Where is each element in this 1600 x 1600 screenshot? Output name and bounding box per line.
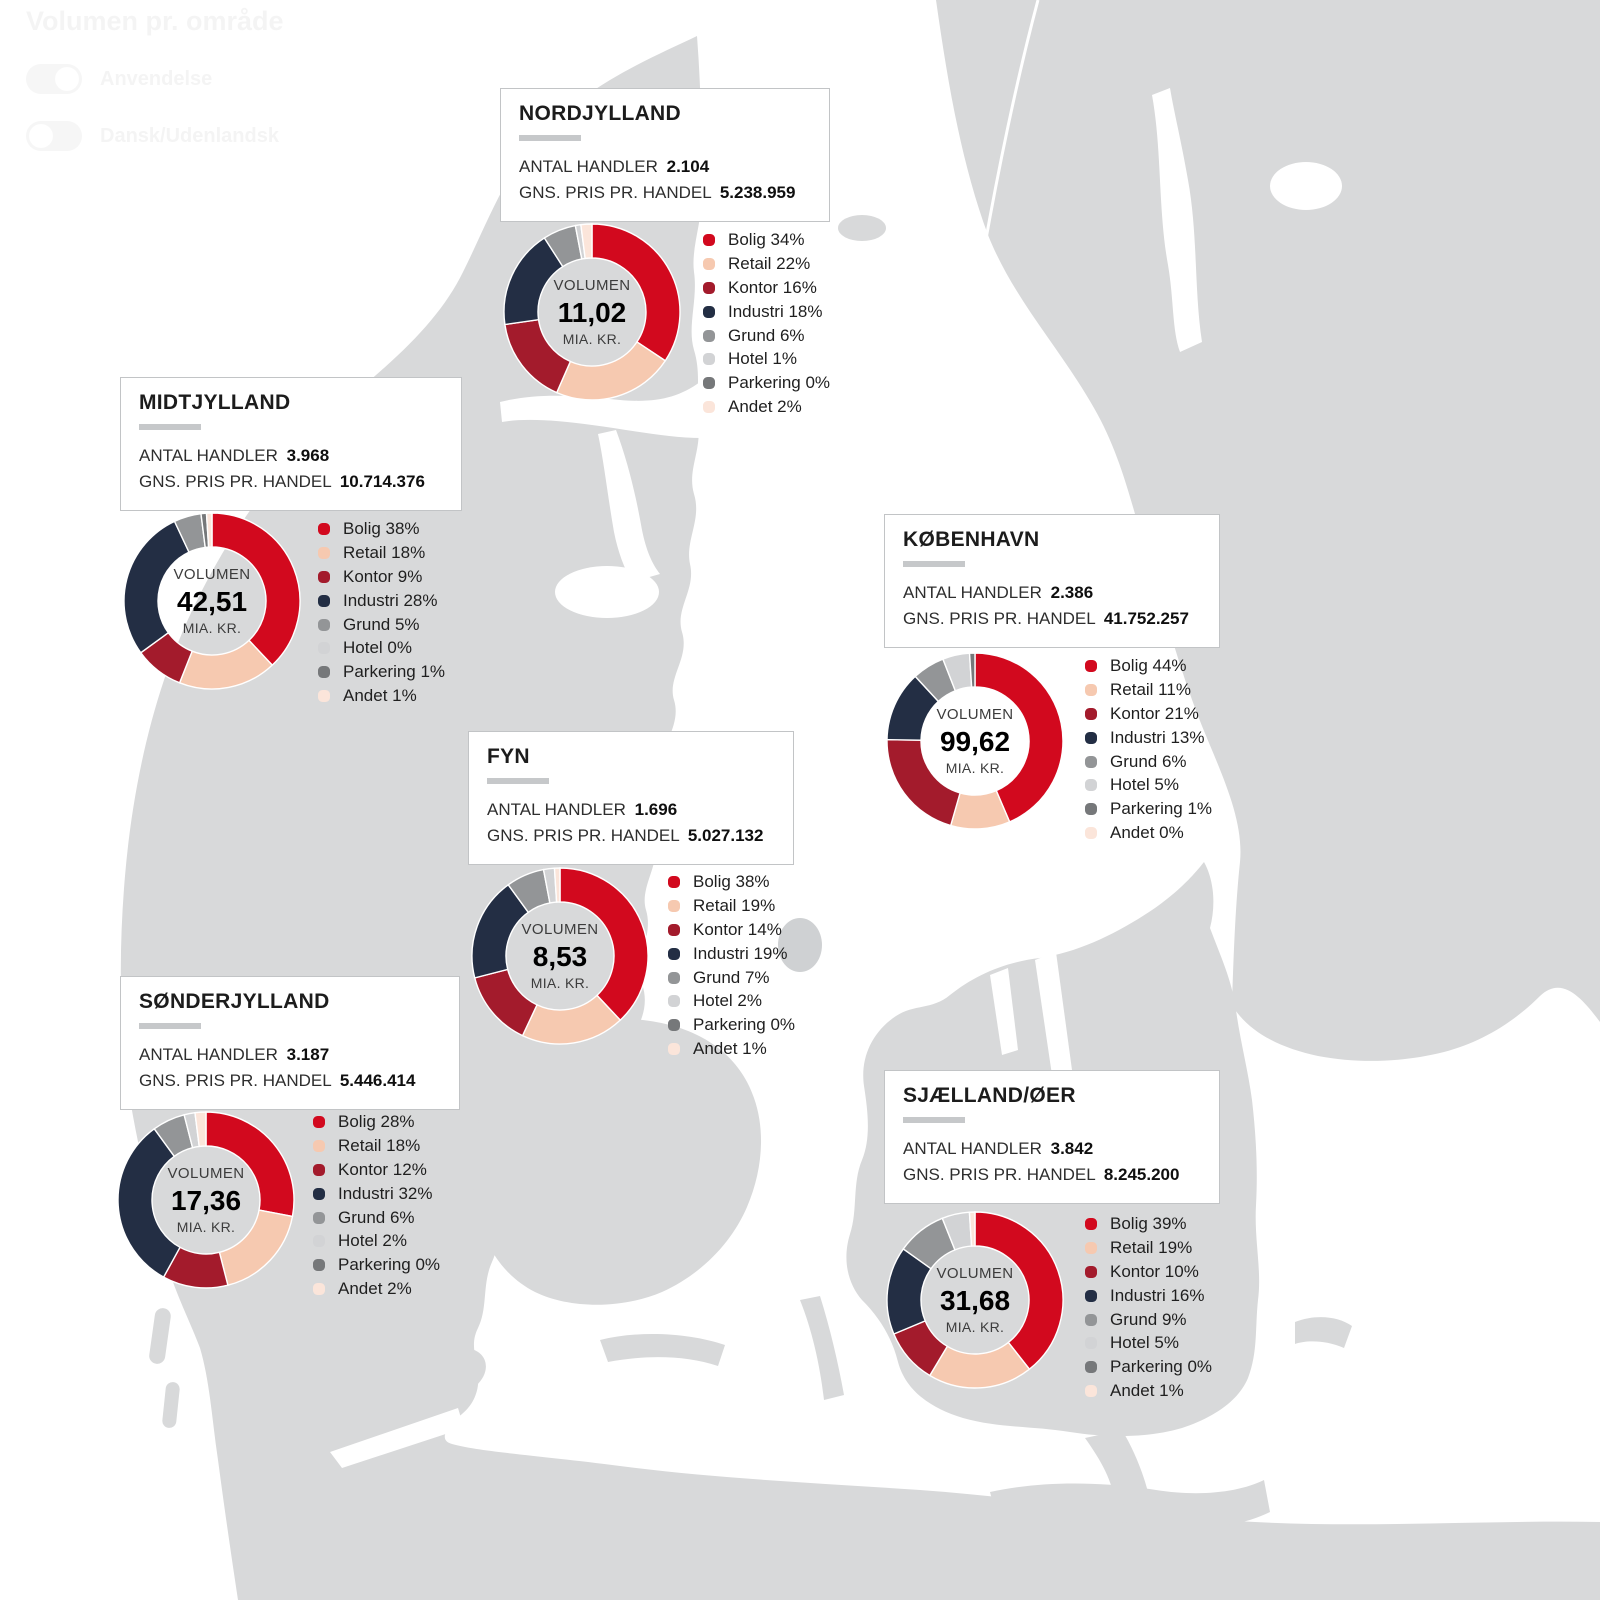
- donut-segment-bolig[interactable]: [206, 1112, 294, 1216]
- legend-label: Parkering 0%: [693, 1015, 796, 1035]
- legend-item-hotel[interactable]: [313, 1229, 440, 1253]
- legend-dot-icon: [1085, 1266, 1097, 1278]
- legend-dot-icon: [313, 1235, 325, 1247]
- map-lake: [1270, 162, 1342, 210]
- antal-handler-value: 2.104: [666, 157, 710, 176]
- legend-dot-icon: [318, 523, 330, 535]
- legend-label: Kontor 10%: [1110, 1261, 1199, 1281]
- legend-item-parkering[interactable]: [1085, 797, 1212, 821]
- legend-item-hotel[interactable]: [1085, 1331, 1212, 1355]
- volumen-label: VOLUMEN: [936, 1264, 1014, 1282]
- donut-chart: [500, 220, 684, 404]
- antal-handler-label: ANTAL HANDLER: [903, 1139, 1042, 1158]
- antal-handler-label: ANTAL HANDLER: [139, 1045, 278, 1064]
- gns-pris-line: [903, 1162, 1201, 1188]
- antal-handler-label: ANTAL HANDLER: [903, 583, 1042, 602]
- gns-pris-value: 41.752.257: [1103, 609, 1189, 628]
- donut-segment-kontor[interactable]: [505, 320, 570, 393]
- legend-item-kontor[interactable]: [1085, 1260, 1212, 1284]
- antal-handler-label: ANTAL HANDLER: [487, 800, 626, 819]
- legend-label: Industri 13%: [1110, 727, 1205, 747]
- legend-item-bolig[interactable]: [318, 517, 445, 541]
- legend-label: Kontor 9%: [343, 566, 423, 586]
- volumen-value: 99,62: [939, 725, 1011, 757]
- gns-pris-label: GNS. PRIS PR. HANDEL: [487, 826, 680, 845]
- map-island: [162, 1381, 181, 1428]
- legend-label: Bolig 34%: [728, 229, 805, 249]
- legend-item-hotel[interactable]: [703, 347, 830, 371]
- legend-item-industri[interactable]: [313, 1182, 440, 1206]
- legend-dot-icon: [318, 619, 330, 631]
- map-limfjord-broad: [555, 566, 659, 618]
- legend-dot-icon: [313, 1164, 325, 1176]
- donut-legend: [318, 517, 445, 708]
- legend-dot-icon: [1085, 1290, 1097, 1302]
- legend-label: Kontor 14%: [693, 919, 782, 939]
- legend-item-industri[interactable]: [668, 942, 795, 966]
- title-underline: [139, 424, 201, 430]
- map-langeland: [800, 1296, 844, 1400]
- region-title: FYN: [487, 745, 530, 768]
- legend-item-kontor[interactable]: [703, 276, 830, 300]
- legend-item-andet[interactable]: [313, 1277, 440, 1301]
- legend-dot-icon: [1085, 779, 1097, 791]
- gns-pris-label: GNS. PRIS PR. HANDEL: [903, 1165, 1096, 1184]
- volumen-value: 42,51: [176, 585, 248, 617]
- legend-label: Industri 28%: [343, 590, 438, 610]
- region-info-box: [884, 1070, 1220, 1204]
- legend-dot-icon: [1085, 732, 1097, 744]
- donut-segment-bolig[interactable]: [592, 224, 680, 361]
- legend-label: Retail 11%: [1110, 679, 1191, 699]
- legend-dot-icon: [668, 900, 680, 912]
- region-info-box: [500, 88, 830, 222]
- antal-handler-line: [139, 443, 443, 469]
- volumen-value: 17,36: [170, 1184, 242, 1216]
- legend-label: Retail 18%: [343, 542, 426, 562]
- legend-dot-icon: [1085, 660, 1097, 672]
- antal-handler-label: ANTAL HANDLER: [519, 157, 658, 176]
- toggle-label: Anvendelse: [100, 67, 213, 90]
- legend-dot-icon: [668, 972, 680, 984]
- mia-kr-label: MIA. KR.: [945, 1319, 1005, 1336]
- legend-dot-icon: [703, 234, 715, 246]
- toggle-row-dansk-udenlandsk[interactable]: [26, 121, 284, 151]
- legend-dot-icon: [703, 377, 715, 389]
- legend-label: Hotel 2%: [693, 991, 762, 1011]
- legend-dot-icon: [318, 571, 330, 583]
- donut-chart: [468, 864, 652, 1048]
- antal-handler-value: 2.386: [1050, 583, 1094, 602]
- legend-item-retail[interactable]: [1085, 1236, 1212, 1260]
- legend-dot-icon: [1085, 1385, 1097, 1397]
- legend-item-hotel[interactable]: [318, 636, 445, 660]
- donut-chart: [883, 1208, 1067, 1392]
- legend-dot-icon: [668, 995, 680, 1007]
- antal-handler-line: [519, 154, 811, 180]
- gns-pris-line: [519, 180, 811, 206]
- legend-label: Retail 19%: [1110, 1237, 1193, 1257]
- volumen-value: 8,53: [532, 940, 588, 972]
- legend-label: Bolig 38%: [343, 518, 420, 538]
- legend-label: Andet 1%: [693, 1039, 767, 1059]
- mia-kr-label: MIA. KR.: [945, 760, 1005, 777]
- donut-chart: [120, 509, 304, 693]
- legend-label: Industri 16%: [1110, 1285, 1205, 1305]
- legend-label: Kontor 12%: [338, 1159, 427, 1179]
- legend-label: Parkering 0%: [728, 373, 831, 393]
- legend-label: Hotel 2%: [338, 1231, 407, 1251]
- legend-dot-icon: [703, 282, 715, 294]
- region-title: MIDTJYLLAND: [139, 391, 291, 414]
- legend-label: Parkering 0%: [338, 1255, 441, 1275]
- legend-item-parkering[interactable]: [318, 660, 445, 684]
- donut-legend: [1085, 654, 1212, 845]
- region-title: NORDJYLLAND: [519, 102, 681, 125]
- antal-handler-line: [139, 1042, 441, 1068]
- region-title: KØBENHAVN: [903, 528, 1040, 551]
- toggle-row-anvendelse[interactable]: [26, 64, 284, 94]
- map-fyn: [473, 1018, 761, 1305]
- legend-label: Grund 6%: [1110, 751, 1187, 771]
- legend-dot-icon: [1085, 1361, 1097, 1373]
- region-info-box: [120, 377, 462, 511]
- legend-label: Hotel 1%: [728, 349, 797, 369]
- legend-dot-icon: [313, 1188, 325, 1200]
- antal-handler-value: 3.842: [1050, 1139, 1094, 1158]
- legend-label: Kontor 21%: [1110, 703, 1199, 723]
- mia-kr-label: MIA. KR.: [530, 975, 590, 992]
- antal-handler-line: [903, 1136, 1201, 1162]
- region-title: SØNDERJYLLAND: [139, 990, 330, 1013]
- map-island: [148, 1307, 172, 1365]
- legend-dot-icon: [318, 666, 330, 678]
- gns-pris-label: GNS. PRIS PR. HANDEL: [519, 183, 712, 202]
- legend-item-bolig[interactable]: [1085, 1212, 1212, 1236]
- mia-kr-label: MIA. KR.: [562, 331, 622, 348]
- volumen-label: VOLUMEN: [173, 565, 251, 583]
- gns-pris-label: GNS. PRIS PR. HANDEL: [139, 472, 332, 491]
- legend-item-parkering[interactable]: [668, 1013, 795, 1037]
- gns-pris-value: 5.238.959: [719, 183, 796, 202]
- region-info-box: [120, 976, 460, 1110]
- donut-segment-kontor[interactable]: [887, 740, 960, 826]
- legend-dot-icon: [668, 876, 680, 888]
- legend-label: Andet 1%: [343, 686, 417, 706]
- legend-dot-icon: [1085, 1314, 1097, 1326]
- legend-dot-icon: [1085, 803, 1097, 815]
- legend-item-andet[interactable]: [703, 395, 830, 419]
- title-underline: [903, 1117, 965, 1123]
- legend-dot-icon: [668, 1019, 680, 1031]
- legend-label: Industri 19%: [693, 943, 788, 963]
- gns-pris-value: 10.714.376: [339, 472, 425, 491]
- legend-item-retail[interactable]: [318, 541, 445, 565]
- antal-handler-label: ANTAL HANDLER: [139, 446, 278, 465]
- legend-label: Hotel 5%: [1110, 1333, 1179, 1353]
- legend-label: Industri 18%: [728, 301, 823, 321]
- donut-chart: [883, 649, 1067, 833]
- legend-label: Bolig 38%: [693, 871, 770, 891]
- legend-label: Parkering 1%: [1110, 799, 1213, 819]
- legend-label: Andet 2%: [728, 397, 802, 417]
- mia-kr-label: MIA. KR.: [182, 620, 242, 637]
- donut-legend: [668, 870, 795, 1061]
- legend-label: Retail 18%: [338, 1135, 421, 1155]
- donut-segment-bolig[interactable]: [560, 868, 648, 1020]
- legend-item-kontor[interactable]: [318, 565, 445, 589]
- legend-item-grund[interactable]: [1085, 750, 1212, 774]
- legend-dot-icon: [668, 948, 680, 960]
- legend-label: Kontor 16%: [728, 277, 817, 297]
- legend-label: Grund 5%: [343, 614, 420, 634]
- antal-handler-value: 3.968: [286, 446, 330, 465]
- legend-item-retail[interactable]: [703, 252, 830, 276]
- legend-item-parkering[interactable]: [313, 1253, 440, 1277]
- legend-label: Bolig 44%: [1110, 655, 1187, 675]
- legend-dot-icon: [313, 1283, 325, 1295]
- region-info-box: [468, 731, 794, 865]
- legend-item-kontor[interactable]: [313, 1158, 440, 1182]
- gns-pris-line: [139, 1068, 441, 1094]
- legend-item-andet[interactable]: [318, 684, 445, 708]
- donut-chart: [114, 1108, 298, 1292]
- legend-dot-icon: [1085, 827, 1097, 839]
- legend-dot-icon: [318, 690, 330, 702]
- legend-item-industri[interactable]: [1085, 1284, 1212, 1308]
- legend-label: Bolig 28%: [338, 1111, 415, 1131]
- legend-label: Grund 9%: [1110, 1309, 1187, 1329]
- toggle-label: Dansk/Udenlandsk: [100, 124, 279, 147]
- gns-pris-label: GNS. PRIS PR. HANDEL: [903, 609, 1096, 628]
- volumen-label: VOLUMEN: [521, 920, 599, 938]
- legend-dot-icon: [1085, 1242, 1097, 1254]
- legend-label: Andet 1%: [1110, 1381, 1184, 1401]
- legend-dot-icon: [1085, 708, 1097, 720]
- legend-label: Hotel 5%: [1110, 775, 1179, 795]
- legend-item-industri[interactable]: [318, 589, 445, 613]
- legend-item-grund[interactable]: [313, 1206, 440, 1230]
- volumen-value: 31,68: [939, 1284, 1011, 1316]
- legend-dot-icon: [703, 306, 715, 318]
- legend-dot-icon: [703, 258, 715, 270]
- antal-handler-line: [903, 580, 1201, 606]
- gns-pris-line: [903, 606, 1201, 632]
- legend-item-bolig[interactable]: [313, 1110, 440, 1134]
- map-aeroe: [600, 1334, 725, 1366]
- donut-segment-retail[interactable]: [219, 1210, 292, 1285]
- legend-label: Parkering 0%: [1110, 1357, 1213, 1377]
- title-underline: [519, 135, 581, 141]
- legend-item-retail[interactable]: [668, 894, 795, 918]
- legend-item-grund[interactable]: [668, 966, 795, 990]
- donut-legend: [313, 1110, 440, 1301]
- toggle-on-icon[interactable]: [26, 64, 82, 94]
- legend-item-bolig[interactable]: [668, 870, 795, 894]
- legend-item-parkering[interactable]: [703, 371, 830, 395]
- legend-dot-icon: [668, 1043, 680, 1055]
- volumen-label: VOLUMEN: [167, 1164, 245, 1182]
- gns-pris-value: 5.446.414: [339, 1071, 416, 1090]
- donut-segment-industri[interactable]: [124, 521, 189, 652]
- title-underline: [487, 778, 549, 784]
- legend-item-andet[interactable]: [668, 1037, 795, 1061]
- gns-pris-label: GNS. PRIS PR. HANDEL: [139, 1071, 332, 1090]
- mia-kr-label: MIA. KR.: [176, 1219, 236, 1236]
- legend-label: Retail 19%: [693, 895, 776, 915]
- gns-pris-value: 5.027.132: [687, 826, 764, 845]
- legend-label: Grund 6%: [338, 1207, 415, 1227]
- region-info-box: [884, 514, 1220, 648]
- legend-item-grund[interactable]: [1085, 1308, 1212, 1332]
- map-moen: [1295, 1317, 1352, 1348]
- legend-item-andet[interactable]: [1085, 821, 1212, 845]
- legend-dot-icon: [703, 401, 715, 413]
- legend-item-hotel[interactable]: [1085, 773, 1212, 797]
- legend-dot-icon: [1085, 684, 1097, 696]
- legend-item-kontor[interactable]: [668, 918, 795, 942]
- donut-legend: [1085, 1212, 1212, 1403]
- legend-dot-icon: [703, 353, 715, 365]
- legend-label: Hotel 0%: [343, 638, 412, 658]
- legend-dot-icon: [313, 1259, 325, 1271]
- legend-item-bolig[interactable]: [1085, 654, 1212, 678]
- legend-item-industri[interactable]: [1085, 726, 1212, 750]
- legend-label: Bolig 39%: [1110, 1213, 1187, 1233]
- legend-dot-icon: [318, 547, 330, 559]
- legend-item-grund[interactable]: [703, 324, 830, 348]
- legend-dot-icon: [1085, 1337, 1097, 1349]
- map-laesoe: [838, 215, 886, 241]
- donut-segment-retail[interactable]: [557, 342, 666, 400]
- legend-dot-icon: [1085, 756, 1097, 768]
- filter-panel: [26, 6, 284, 151]
- legend-item-retail[interactable]: [313, 1134, 440, 1158]
- toggle-off-icon[interactable]: [26, 121, 82, 151]
- toggle-knob-icon: [29, 124, 53, 148]
- legend-item-retail[interactable]: [1085, 678, 1212, 702]
- gns-pris-line: [139, 469, 443, 495]
- legend-dot-icon: [313, 1140, 325, 1152]
- donut-legend: [703, 228, 830, 419]
- antal-handler-value: 1.696: [634, 800, 678, 819]
- legend-item-hotel[interactable]: [668, 989, 795, 1013]
- volumen-value: 11,02: [557, 296, 627, 328]
- legend-label: Parkering 1%: [343, 662, 446, 682]
- legend-dot-icon: [313, 1212, 325, 1224]
- legend-item-parkering[interactable]: [1085, 1355, 1212, 1379]
- legend-label: Andet 2%: [338, 1279, 412, 1299]
- legend-label: Grund 7%: [693, 967, 770, 987]
- legend-label: Retail 22%: [728, 253, 811, 273]
- legend-item-grund[interactable]: [318, 613, 445, 637]
- gns-pris-value: 8.245.200: [1103, 1165, 1180, 1184]
- legend-item-bolig[interactable]: [703, 228, 830, 252]
- legend-dot-icon: [313, 1116, 325, 1128]
- antal-handler-value: 3.187: [286, 1045, 330, 1064]
- legend-label: Industri 32%: [338, 1183, 433, 1203]
- toggle-knob-icon: [55, 67, 79, 91]
- legend-item-kontor[interactable]: [1085, 702, 1212, 726]
- legend-dot-icon: [1085, 1218, 1097, 1230]
- filter-panel-title: Volumen pr. område: [26, 6, 284, 36]
- legend-dot-icon: [703, 330, 715, 342]
- antal-handler-line: [487, 797, 775, 823]
- region-title: SJÆLLAND/ØER: [903, 1084, 1076, 1107]
- legend-dot-icon: [318, 642, 330, 654]
- title-underline: [139, 1023, 201, 1029]
- legend-dot-icon: [668, 924, 680, 936]
- legend-label: Andet 0%: [1110, 823, 1184, 843]
- legend-item-andet[interactable]: [1085, 1379, 1212, 1403]
- volumen-label: VOLUMEN: [936, 705, 1014, 723]
- legend-item-industri[interactable]: [703, 300, 830, 324]
- legend-label: Grund 6%: [728, 325, 805, 345]
- title-underline: [903, 561, 965, 567]
- donut-segment-kontor[interactable]: [475, 969, 537, 1035]
- gns-pris-line: [487, 823, 775, 849]
- donut-segment-bolig[interactable]: [212, 513, 300, 665]
- volumen-label: VOLUMEN: [553, 276, 631, 294]
- legend-dot-icon: [318, 595, 330, 607]
- donut-segment-bolig[interactable]: [975, 1212, 1063, 1369]
